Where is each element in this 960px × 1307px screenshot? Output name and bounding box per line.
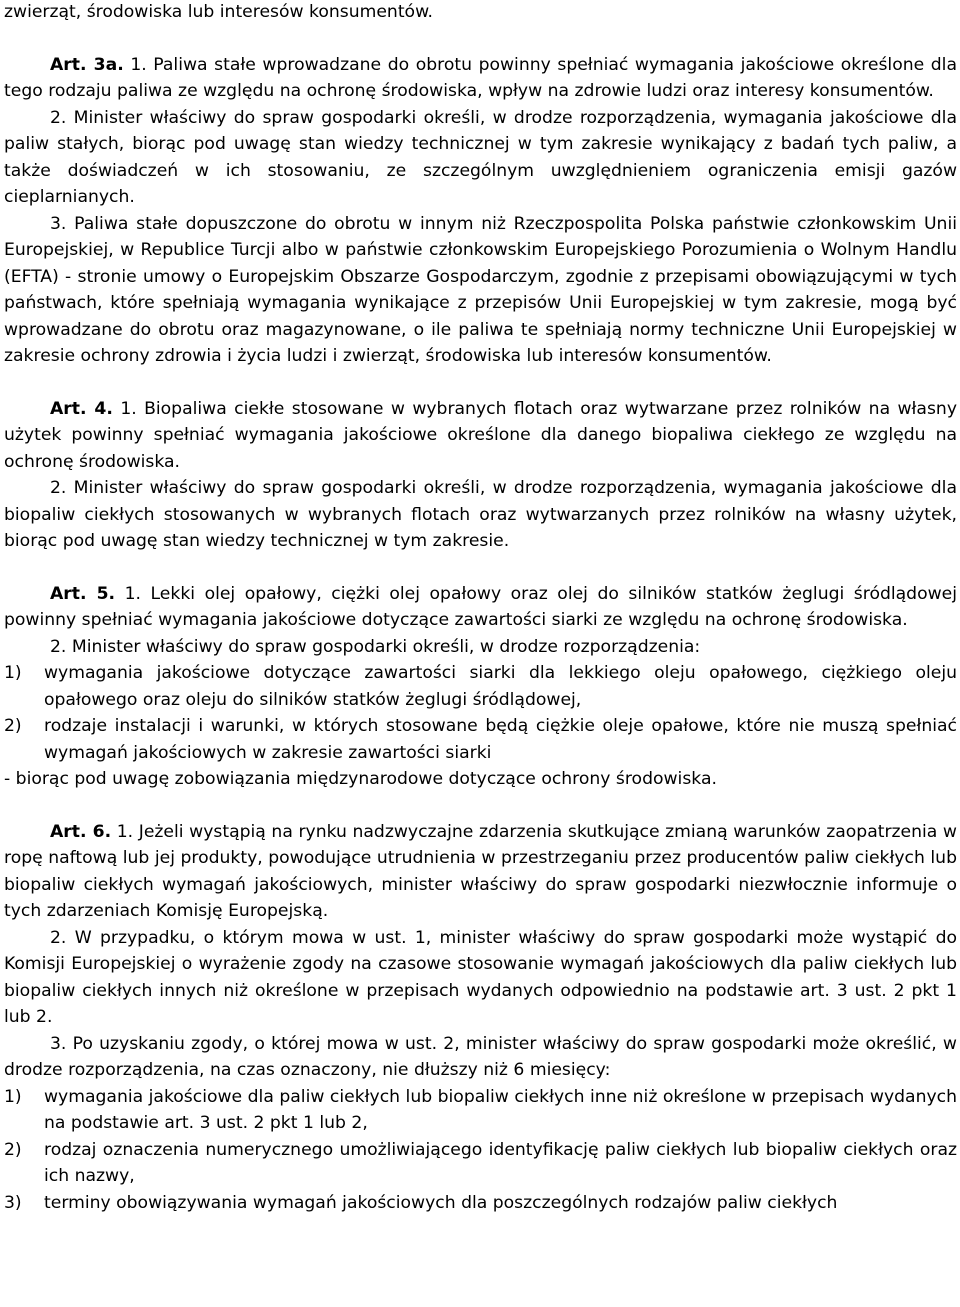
list-item-number: 3) [4, 1192, 22, 1213]
art-4-paragraph-2: 2. Minister właściwy do spraw gospodarki określi, w drodze rozporządzenia, wymagania jakościowe dla biopaliw ciekłych stosowanych w wybranych flotach oraz wytwarzanych przez rolników na własny użytek, biorąc pod uwagę stan wiedzy technicznej w tym zakresie. [4, 478, 957, 551]
art-6-list-item-3 [4, 1190, 957, 1217]
list-item-text: rodzaje instalacji i warunki, w których stosowane będą ciężkie oleje opałowe, które nie muszą spełniać wymagań jakościowych w zakresie zawartości siarki [44, 716, 957, 763]
art-3a-paragraph-2: 2. Minister właściwy do spraw gospodarki określi, w drodze rozporządzenia, wymagania jakościowe dla paliw stałych, biorąc pod uwagę stan wiedzy technicznej w tym zakresie wynikający z badań tych paliw, a także doświadczeń w ich stosowaniu, ze szczególnym uwzględnieniem ograniczenia emisji gazów cieplarnianych. [4, 107, 957, 207]
list-item-text: terminy obowiązywania wymagań jakościowych dla poszczególnych rodzajów paliw ciekłych [44, 1192, 838, 1213]
art-5-list-item-2 [4, 713, 957, 766]
art-6-heading: Art. 6. [50, 821, 112, 842]
document-page [4, 0, 957, 1216]
intro-tail-paragraph: zwierząt, środowiska lub interesów konsumentów. [4, 2, 434, 22]
art-5-closing-clause: - biorąc pod uwagę zobowiązania międzynarodowe dotyczące ochrony środowiska. [4, 769, 717, 789]
art-5-list-item-1 [4, 660, 957, 713]
art-3a-ust-1-text: 1. Paliwa stałe wprowadzane do obrotu powinny spełniać wymagania jakościowe określone dla tego rodzaju paliwa ze względu na ochronę środowiska, wpływ na zdrowie ludzi oraz interesy konsumentów. [4, 54, 957, 101]
art-6-paragraph-1 [4, 819, 957, 925]
art-5-ust-1-text: 1. Lekki olej opałowy, ciężki olej opałowy oraz olej do silników statków żeglugi śródlądowej powinny spełniać wymagania jakościowe dotyczące zawartości siarki ze względu na ochronę środowiska. [4, 583, 958, 630]
list-item-number: 2) [4, 1139, 22, 1160]
art-5-paragraph-1 [4, 581, 957, 634]
art-6-list-item-2 [4, 1137, 957, 1190]
art-3a-paragraph-1 [4, 52, 957, 105]
art-5-heading: Art. 5. [50, 583, 116, 604]
list-item-text: wymagania jakościowe dotyczące zawartości siarki dla lekkiego oleju opałowego, ciężkiego oleju opałowego oraz oleju do silników statków żeglugi śródlądowej, [44, 663, 957, 710]
art-6-list-item-1 [4, 1084, 957, 1137]
art-4-ust-1-text: 1. Biopaliwa ciekłe stosowane w wybranych flotach oraz wytwarzane przez rolników na własny użytek powinny spełniać wymagania jakościowe określone dla danego biopaliwa ciekłego ze względu na ochronę środowiska. [4, 398, 957, 472]
list-item-text: rodzaj oznaczenia numerycznego umożliwiającego identyfikację paliw ciekłych lub biopaliw ciekłych oraz ich nazwy, [44, 1139, 957, 1186]
art-3a-paragraph-3: 3. Paliwa stałe dopuszczone do obrotu w innym niż Rzeczpospolita Polska państwie członkowskim Unii Europejskiej, w Republice Turcji albo w państwie członkowskim Europejskiego Porozumienia o Wolnym Handlu (EFTA) - stronie umowy o Europejskim Obszarze Gospodarczym, zgodnie z przepisami obowiązującymi w tych państwach, które spełniają wymagania wynikające z przepisów Unii Europejskiej w tym zakresie, mogą być wprowadzane do obrotu oraz magazynowane, o ile paliwa te spełniają normy techniczne Unii Europejskiej w zakresie ochrony zdrowia i życia ludzi i zwierząt, środowiska lub interesów konsumentów. [4, 213, 957, 366]
art-4-heading: Art. 4. [50, 398, 113, 419]
list-item-number: 2) [4, 716, 22, 736]
list-item-number: 1) [4, 1086, 22, 1107]
art-6-ust-1-text: 1. Jeżeli wystąpią na rynku nadzwyczajne zdarzenia skutkujące zmianą warunków zaopatrzenia w ropę naftową lub jej produkty, powodujące utrudnienia w przestrzeganiu przez producentów paliw ciekłych lub biopaliw ciekłych wymagań jakościowych, minister właściwy do spraw gospodarki niezwłocznie informuje o tych zdarzeniach Komisję Europejską. [4, 821, 957, 921]
art-6-paragraph-2: 2. W przypadku, o którym mowa w ust. 1, minister właściwy do spraw gospodarki może wystąpić do Komisji Europejskiej o wyrażenie zgody na czasowe stosowanie wymagań jakościowych dla paliw ciekłych lub biopaliw ciekłych innych niż określone w przepisach wydanych odpowiednio na podstawie art. 3 ust. 2 pkt 1 lub 2. [4, 927, 957, 1027]
list-item-number: 1) [4, 663, 22, 683]
art-6-paragraph-3: 3. Po uzyskaniu zgody, o której mowa w ust. 2, minister właściwy do spraw gospodarki może określić, w drodze rozporządzenia, na czas oznaczony, nie dłuższy niż 6 miesięcy: [4, 1033, 957, 1080]
art-3a-heading: Art. 3a. [50, 54, 124, 75]
art-5-paragraph-2: 2. Minister właściwy do spraw gospodarki określi, w drodze rozporządzenia: [50, 636, 701, 657]
art-4-paragraph-1 [4, 396, 957, 476]
list-item-text: wymagania jakościowe dla paliw ciekłych lub biopaliw ciekłych inne niż określone w przepisach wydanych na podstawie art. 3 ust. 2 pkt 1 lub 2, [44, 1086, 957, 1133]
